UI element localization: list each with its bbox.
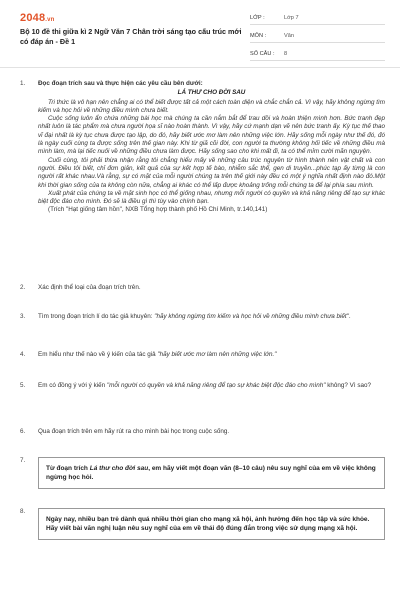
- question-1: [20, 80, 385, 215]
- question-3: [20, 313, 385, 321]
- question-text: Xác định thể loại của đoạn trích trên.: [38, 284, 141, 291]
- question-number: 4.: [20, 351, 26, 358]
- question-6: [20, 428, 385, 436]
- question-2: [20, 284, 385, 292]
- passage-source: (Trích "Hạt giống tâm hồn", NXB Tổng hợp thành phố Hồ Chí Minh, tr.140,141): [48, 206, 268, 214]
- question-text: [38, 382, 385, 390]
- question-number: 1.: [20, 80, 26, 87]
- logo-sub: .vn: [45, 17, 55, 23]
- passage-title: LÁ THƯ CHO ĐỜI SAU: [177, 89, 246, 97]
- question-quote: "mỗi người có quyền và khả năng riêng để tạo sự khác biệt độc đáo cho mình": [106, 382, 326, 389]
- question-text-plain: .: [348, 313, 351, 320]
- question-number: 8.: [20, 508, 26, 515]
- question-7: [20, 457, 385, 489]
- question-4: [20, 351, 385, 359]
- question-text-plain: Em có đồng ý với ý kiến: [38, 382, 107, 389]
- question-number: 3.: [20, 313, 26, 320]
- essay-prompt-box: Ngày nay, nhiều bạn trẻ dành quá nhiều thời gian cho mạng xã hội, ảnh hưởng đến học tập và sức khỏe. Hãy viết bài văn nghị luận nêu suy nghĩ của em về thái độ đúng đắn trong việc sử dụng mạng xã hội.: [38, 508, 385, 540]
- question-text: [38, 313, 385, 321]
- question-text: Qua đoạn trích trên em hãy rút ra cho mình bài học trong cuộc sống.: [38, 428, 230, 435]
- meta-table: [250, 12, 385, 66]
- question-5: [20, 382, 385, 390]
- prompt-text: Từ đoạn trích: [46, 465, 90, 472]
- question-number: 6.: [20, 428, 26, 435]
- passage-paragraph: Xuất phát của chúng ta về mặt sinh học có thể giống nhau, nhưng mỗi người có quyền và khả năng riêng để tạo sự khác biệt độc đáo cho mình. Đó sẽ là điều gì thì tùy vào chính bạn.: [38, 189, 385, 206]
- prompt-work-title: Lá thư cho đời sau: [89, 465, 149, 472]
- meta-row-subject: [250, 30, 385, 43]
- logo-main: 2048: [20, 12, 46, 24]
- essay-prompt-box: [38, 457, 385, 489]
- meta-row-class: [250, 12, 385, 25]
- question-8: [20, 508, 385, 540]
- meta-row-count: [250, 48, 385, 61]
- question-number: 5.: [20, 382, 26, 389]
- question-number: 7.: [20, 457, 26, 464]
- passage-paragraph: Cuộc sống luôn ẩn chứa những bài học mà chúng ta cần nắm bắt để trau dồi và hoàn thiện mình hơn. Bức tranh đẹp nhất luôn là tác phẩm mà chưa người họa sĩ nào hoàn thành. Vì vậy, hãy cứ mạnh dạn vẽ nên bức tranh ấy. Kỳ tục thế thao vĩ đại nhất là kỳ tục chưa được tạo lập, do đó, hãy biết ước mơ làm nên những việc lớn. Hãy sống mỗi ngày như thế đó, đó là ngày cuối cùng ta được sống trên thế gian này. Khi từ giã cõi đời, con người ta thường không hối tiếc về những điều mà mình làm, mà lại tiếc nuối về những điều chưa làm được. Hãy sống sao cho khi mất đi, ta có thể mỉm cười mãn nguyện.: [38, 115, 385, 156]
- meta-label: SỐ CÂU :: [250, 51, 275, 57]
- question-text-plain: không? Vì sao?: [325, 382, 371, 389]
- question-text: [38, 351, 385, 359]
- question-text-plain: Em hiểu như thế nào về ý kiến của tác giả: [38, 351, 158, 358]
- question-quote: "hãy không ngừng tìm kiếm và học hỏi về những điều mình chưa biết": [154, 313, 349, 320]
- meta-value: 8: [284, 51, 288, 57]
- prompt-text: , em hãy viết một đoạn văn (8–10 câu) nêu suy nghĩ của em về việc không ngừng học hỏi.: [46, 465, 376, 481]
- meta-value: Văn: [284, 33, 294, 39]
- passage: [38, 99, 385, 215]
- question-body: [38, 80, 385, 215]
- meta-value: Lớp 7: [284, 15, 299, 21]
- question-number: 2.: [20, 284, 26, 291]
- meta-label: MÔN :: [250, 33, 267, 39]
- passage-paragraph: Cuối cùng, tôi phải thừa nhận rằng tôi chẳng hiểu mấy về những câu trúc nguyên từ hình thành nên vật chất và con người. Điều tôi biết, chỉ đơn giản, kết quả của sự kết hợp tế bào, nhiễm sắc thể, gen di truyền...phúc tạp ấy từng là con người rất khác nhau.Và rằng, sự có mặt của mỗi người chúng ta trên thế giới này đều có một ý nghĩa nhất định nào đó.Một khi thời gian sống của ta không còn nữa, chẳng ai khác có thể lấp được khoảng trống mỗi chúng ta để lại phía sau mình.: [38, 156, 385, 189]
- question-text-plain: Tìm trong đoạn trích lí do tác giả khuyên:: [38, 313, 155, 320]
- question-quote: "hãy biết ước mơ làm nên những việc lớn.": [157, 351, 277, 358]
- document-title: Bộ 10 đề thi giữa kì 2 Ngữ Văn 7 Chân trời sáng tạo cấu trúc mới có đáp án - Đề 1: [20, 27, 242, 46]
- question-instruction: Đọc đoạn trích sau và thực hiện các yêu cầu bên dưới:: [38, 80, 203, 87]
- document-header: [0, 0, 400, 68]
- site-logo[interactable]: [20, 12, 55, 24]
- meta-label: LỚP :: [250, 15, 265, 21]
- passage-paragraph: Tri thức là vô hạn nên chẳng ai có thể biết được tất cả một cách toàn diện và chắc chắn cả. Vì vậy, hãy không ngừng tìm kiếm và học hỏi về những điều mình chưa biết.: [38, 98, 385, 114]
